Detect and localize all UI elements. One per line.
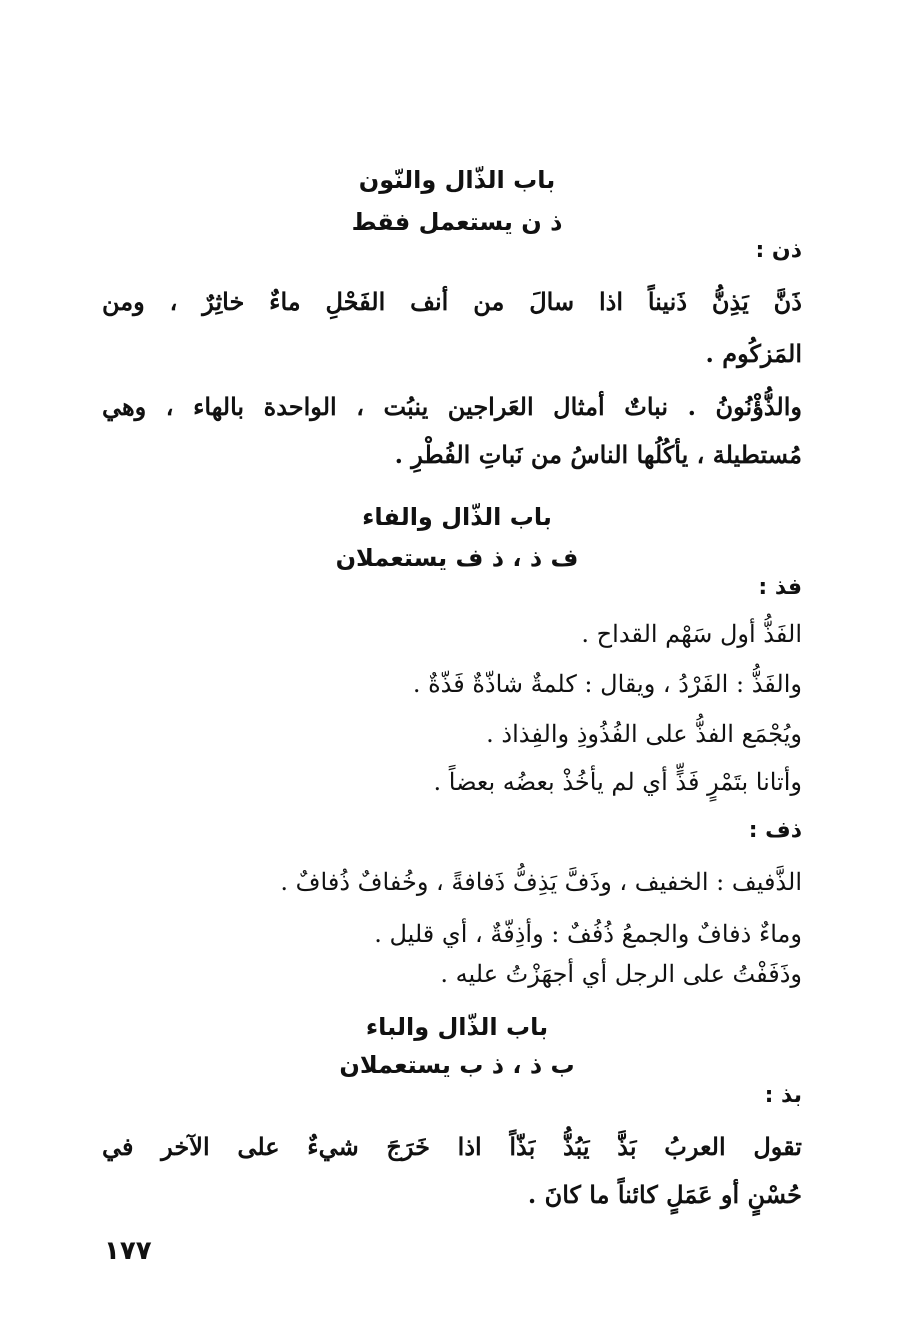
chapter-title: باب الذّال والنّون [358,166,556,194]
root-label: بذ : [764,1083,802,1108]
root-label: ذن : [755,238,802,263]
paragraph-line: ذَنَّ يَذِنُّ ذَنيناً اذا سالَ من أنف الفَحْلِ ماءٌ خاثِرٌ ، ومن [102,287,802,316]
chapter-title: باب الذّال والباء [365,1013,549,1041]
paragraph-line: الفَذُّ أول سَهْم القداح . [581,620,802,648]
paragraph-line: وماءٌ ذفافٌ والجمعُ ذُفُفٌ : وأذِفّةٌ ، أي قليل . [374,920,802,948]
paragraph-line: ويُجْمَع الفذُّ على الفُذُوذِ والفِذاذ . [486,720,802,748]
root-label: فذ : [758,575,802,600]
chapter-title: باب الذّال والفاء [362,503,552,531]
chapter-subtitle: ب ذ ، ذ ب يستعملان [339,1051,575,1079]
paragraph-line: تقول العربُ بَذَّ يَبُذُّ بَذّاً اذا خَرَجَ شيءٌ على الآخر في [102,1132,802,1161]
paragraph-line: وأتانا بتَمْرٍ فَذٍّ أي لم يأخُذْ بعضُه بعضاً . [433,768,802,796]
paragraph-line: حُسْنٍ أو عَمَلٍ كائناً ما كانَ . [527,1180,802,1209]
paragraph-line: الذَّفيف : الخفيف ، وذَفَّ يَذِفُّ ذَفافةً ، وخُفافٌ ذُفافٌ . [280,868,802,896]
paragraph-line: والفَذُّ : الفَرْدُ ، ويقال : كلمةٌ شاذّةٌ فَذّةٌ . [412,670,802,698]
paragraph-line: والذُّؤْنُونُ . نباتٌ أمثال العَراجين ينبُت ، الواحدة بالهاء ، وهي [102,392,802,421]
root-label: ذف : [748,818,802,843]
page-number: ١٧٧ [104,1236,152,1266]
chapter-subtitle: ذ ن يستعمل فقط [351,208,563,236]
paragraph-line: مُستطيلة ، يأكُلُها الناسُ من نَباتِ الفُطْرِ . [394,440,802,469]
paragraph-line: المَزكُوم . [705,339,802,368]
paragraph-line: وذَفَفْتُ على الرجل أي أجهَزْتُ عليه . [440,960,802,988]
chapter-subtitle: ف ذ ، ذ ف يستعملان [335,544,579,572]
